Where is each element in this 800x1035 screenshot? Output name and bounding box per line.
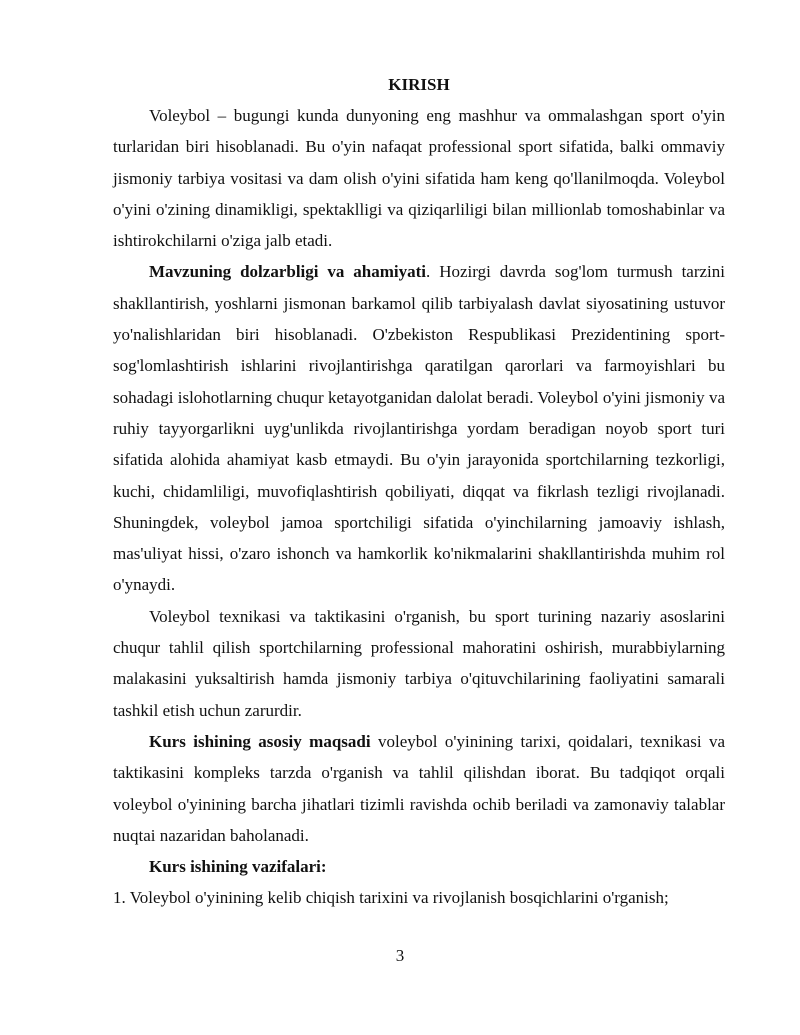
list-item-task-1: 1. Voleybol o'yinining kelib chiqish tarixini va rivojlanish bosqichlarini o'rganish; [113, 888, 669, 908]
goal-heading: Kurs ishining asosiy maqsadi [149, 731, 371, 751]
section-heading: KIRISH [388, 75, 450, 94]
paragraph-goal [113, 726, 725, 851]
paragraph-tasks-heading [113, 851, 725, 882]
tasks-heading: Kurs ishining vazifalari: [149, 857, 327, 877]
paragraph-relevance [113, 256, 725, 600]
paragraph-technique: Voleybol texnikasi va taktikasini o'rganish, bu sport turining nazariy asoslarini chuqur tahlil qilish sportchilarning professional mahoratini oshirish, murabbiylarning malakasini yuksaltirish hamda jismoniy tarbiya o'qituvchilarining faoliyatini samarali tashkil etish uchun zarurdir. [113, 606, 725, 720]
relevance-text: . Hozirgi davrda sog'lom turmush tarzini shakllantirish, yoshlarni jismonan barkamol qilib tarbiyalash davlat siyosatining ustuvor yo'nalishlaridan biri hisoblanadi. O'zbekiston Respublikasi Prezidentining sport-sog'lomlashtirish ishlarini rivojlantirishga qaratilgan qarorlari va farmoyishlari bu sohadagi islohotlarning chuqur ketayotganidan dalolat beradi. Voleybol o'yini jismoniy va ruhiy tayyorgarlikni uyg'unlikda rivojlantirishga yordam beradigan noyob sport turi sifatida alohida ahamiyat kasb etmaydi. Bu o'yin jarayonida sportchilarning tezkorligi, kuchi, chidamliligi, muvofiqlashtirish qobiliyati, diqqat va fikrlash tezligi rivojlanadi. Shuningdek, voleybol jamoa sportchiligi sifatida o'yinchilarning jamoaviy ishlash, mas'uliyat hissi, o'zaro ishonch va hamkorlik ko'nikmalarini shakllantirishda muhim rol o'ynaydi. [113, 262, 725, 595]
relevance-heading: Mavzuning dolzarbligi va ahamiyati [149, 262, 427, 282]
goal-text: voleybol o'yinining tarixi, qoidalari, texnikasi va taktikasini kompleks tarzda o'rganish va tahlil qilishdan iborat. Bu tadqiqot orqali voleybol o'yinining barcha jihatlari tizimli ravishda ochib beriladi va zamonaviy talablar nuqtai nazaridan baholanadi. [113, 731, 725, 845]
paragraph-intro: Voleybol – bugungi kunda dunyoning eng mashhur va ommalashgan sport o'yin turlaridan biri hisoblanadi. Bu o'yin nafaqat professional sport sifatida, balki ommaviy jismoniy tarbiya vositasi va dam olish o'yini sifatida ham keng qo'llanilmoqda. Voleybol o'yini o'zining dinamikligi, spektaklligi va qiziqarliligi bilan millionlab tomoshabinlar va ishtirokchilarni o'ziga jalb etadi. [113, 106, 725, 251]
page-number: 3 [395, 946, 405, 965]
document-page [113, 70, 725, 914]
